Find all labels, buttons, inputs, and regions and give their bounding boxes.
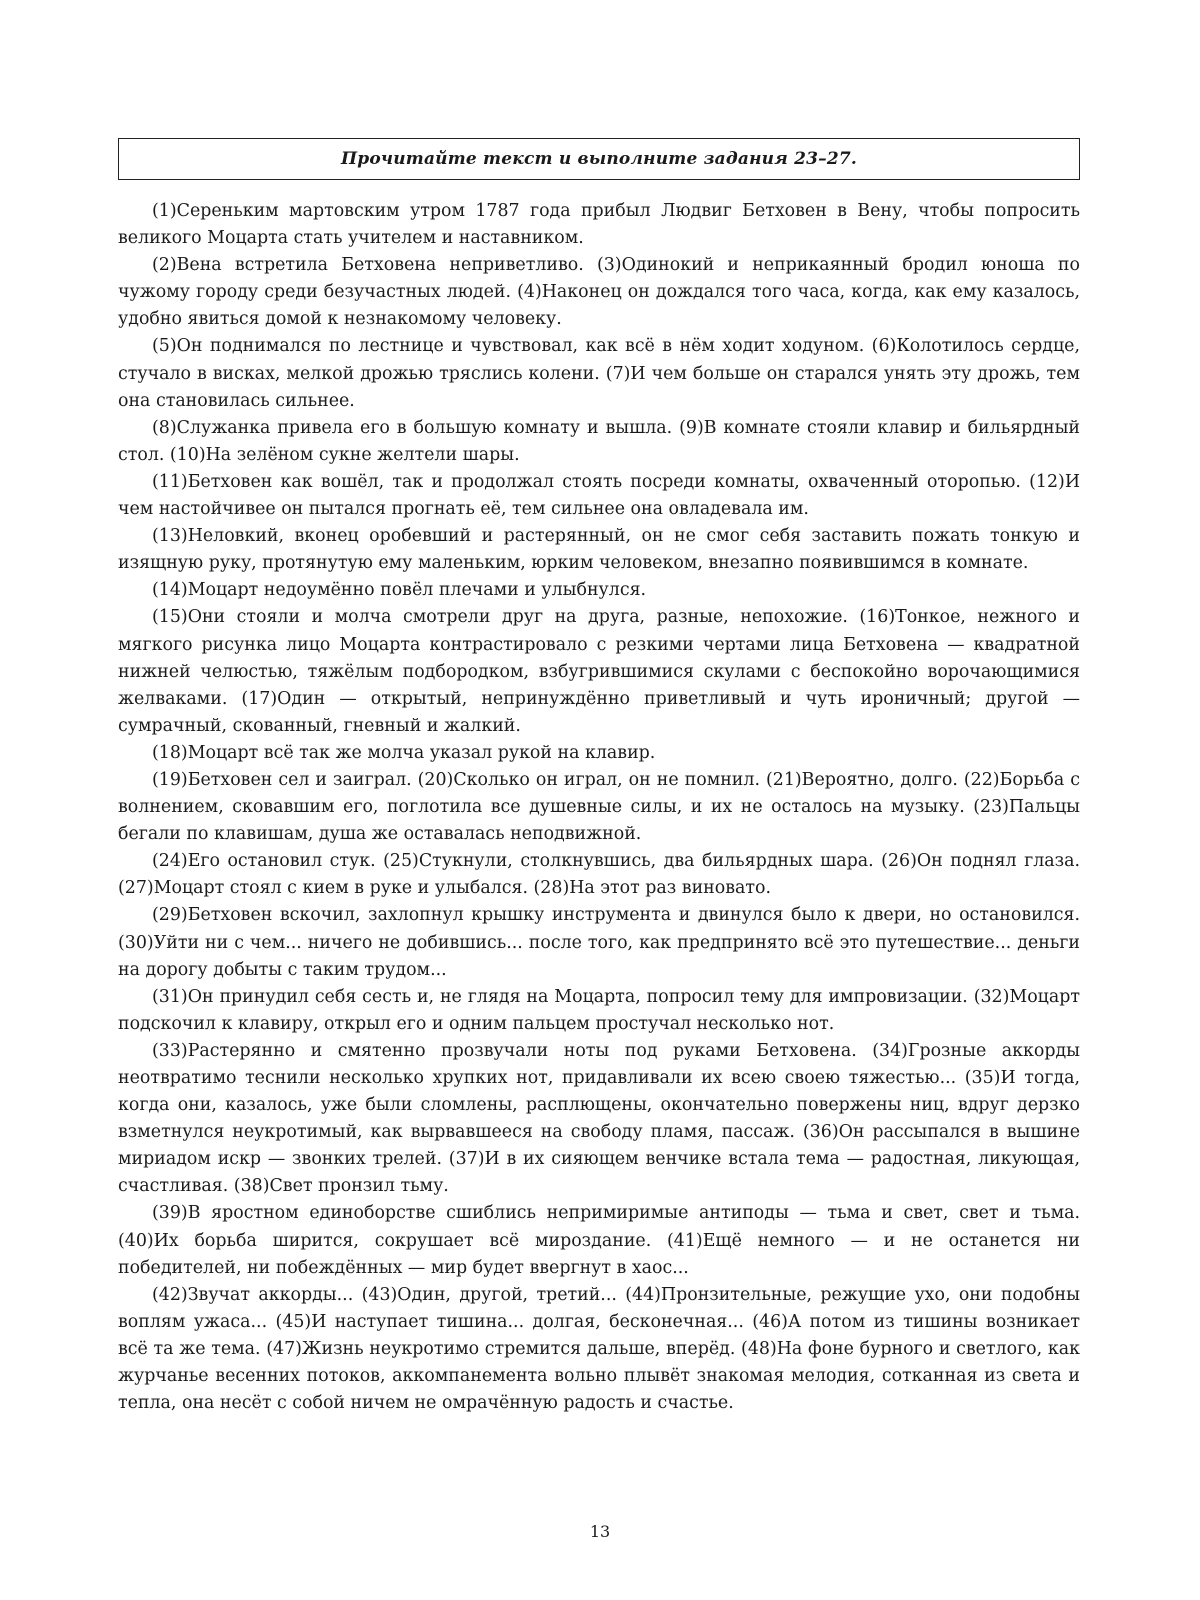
- instruction-box: [118, 138, 1080, 180]
- paragraph: (24)Его остановил стук. (25)Стукнули, столкнувшись, два бильярдных шара. (26)Он поднял глаза. (27)Моцарт стоял с кием в руке и улыбался. (28)На этот раз виновато.: [118, 851, 1080, 899]
- reading-text: [118, 198, 1080, 1417]
- paragraph: (39)В яростном единоборстве сшиблись непримиримые антиподы — тьма и свет, свет и тьма. (40)Их борьба ширится, сокрушает всё мироздание. (41)Ещё немного — и не останется ни победителей, ни побеждённых — мир будет ввергнут в хаос...: [118, 1203, 1080, 1278]
- instruction-text: Прочитайте текст и выполните задания 23–27.: [340, 149, 858, 169]
- paragraph: (13)Неловкий, вконец оробевший и растерянный, он не смог себя заставить пожать тонкую и изящную руку, протянутую ему маленьким, юрким человеком, внезапно появившимся в комнате.: [118, 526, 1080, 574]
- paragraph: (15)Они стояли и молча смотрели друг на друга, разные, непохожие. (16)Тонкое, нежного и мягкого рисунка лицо Моцарта контрастировало с резкими чертами лица Бетховена — квадратной нижней челюстью, тяжёлым подбородком, взбугрившимися скулами с беспокойно ворочающимися желваками. (17)Один — открытый, непринуждённо приветливый и чуть ироничный; другой — сумрачный, скованный, гневный и жалкий.: [118, 607, 1080, 736]
- page-number: 13: [589, 1522, 611, 1541]
- paragraph: (1)Сереньким мартовским утром 1787 года прибыл Людвиг Бетховен в Вену, чтобы попросить великого Моцарта стать учителем и наставником.: [118, 201, 1080, 249]
- paragraph: (5)Он поднимался по лестнице и чувствовал, как всё в нём ходит ходуном. (6)Колотилось сердце, стучало в висках, мелкой дрожью тряслись колени. (7)И чем больше он старался унять эту дрожь, тем она становилась сильнее.: [118, 336, 1080, 411]
- paragraph: (8)Служанка привела его в большую комнату и вышла. (9)В комнате стояли клавир и бильярдный стол. (10)На зелёном сукне желтели шары.: [118, 417, 1080, 465]
- paragraph: (19)Бетховен сел и заиграл. (20)Сколько он играл, он не помнил. (21)Вероятно, долго. (22)Борьба с волнением, сковавшим его, поглотила все душевные силы, и их не осталось на музыку. (23)Пальцы бегали по клавишам, душа же оставалась неподвижной.: [118, 769, 1080, 845]
- paragraph: (2)Вена встретила Бетховена неприветливо. (3)Одинокий и неприкаянный бродил юноша по чужому городу среди безучастных людей. (4)Наконец он дождался того часа, когда, как ему казалось, удобно явиться домой к незнакомому человеку.: [118, 255, 1080, 330]
- paragraph: (33)Растерянно и смятенно прозвучали ноты под руками Бетховена. (34)Грозные аккорды неотвратимо теснили несколько хрупких нот, придавливали их всею своею тяжестью... (35)И тогда, когда они, казалось, уже были сломлены, расплющены, окончательно повержены ниц, вдруг дерзко взметнулся неукротимый, как вырвавшееся на свободу пламя, пассаж. (36)Он рассыпался в вышине мириадом искр — звонких трелей. (37)И в их сияющем венчике встала тема — радостная, ликующая, счастливая. (38)Свет пронзил тьму.: [118, 1040, 1080, 1197]
- paragraph: (42)Звучат аккорды... (43)Один, другой, третий... (44)Пронзительные, режущие ухо, они подобны воплям ужаса... (45)И наступает тишина... долгая, бесконечная... (46)А потом из тишины возникает всё та же тема. (47)Жизнь неукротимо стремится дальше, вперёд. (48)На фоне бурного и светлого, как журчанье весенних потоков, аккомпанемента вольно плывёт знакомая мелодия, сотканная из света и тепла, она несёт с собой ничем не омрачённую радость и счастье.: [118, 1284, 1080, 1414]
- paragraph: (11)Бетховен как вошёл, так и продолжал стоять посреди комнаты, охваченный оторопью. (12)И чем настойчивее он пытался прогнать её, тем сильнее она овладевала им.: [118, 471, 1080, 520]
- paragraph: (14)Моцарт недоумённо повёл плечами и улыбнулся.: [152, 580, 647, 601]
- paragraph: (29)Бетховен вскочил, захлопнул крышку инструмента и двинулся было к двери, но остановился. (30)Уйти ни с чем... ничего не добившись... после того, как предпринято всё это путешествие... деньги на дорогу добыты с таким трудом...: [118, 905, 1080, 980]
- paragraph: (18)Моцарт всё так же молча указал рукой на клавир.: [152, 742, 656, 763]
- paragraph: (31)Он принудил себя сесть и, не глядя на Моцарта, попросил тему для импровизации. (32)Моцарт подскочил к клавиру, открыл его и одним пальцем простучал несколько нот.: [118, 986, 1080, 1034]
